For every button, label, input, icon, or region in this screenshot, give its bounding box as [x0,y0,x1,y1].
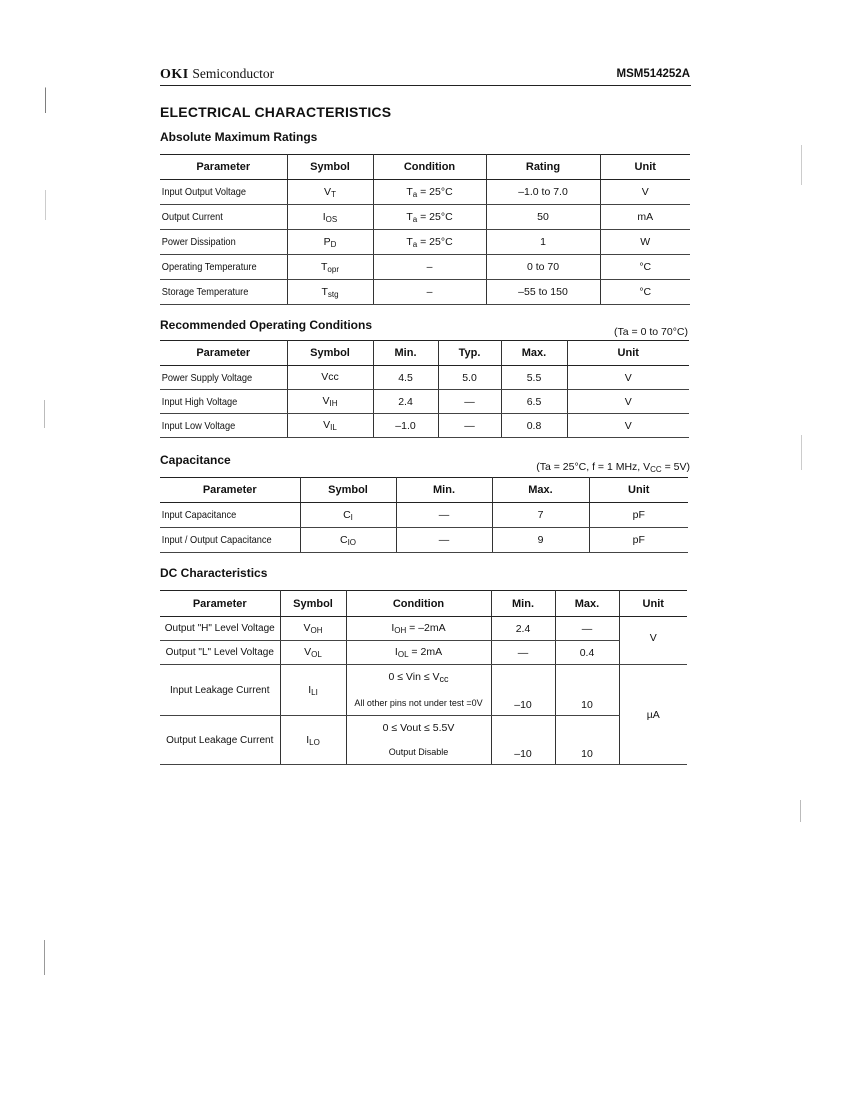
page-header-brand [160,66,274,83]
col-header-max: Max. [555,591,619,617]
parameter-cell: Power Dissipation [160,230,272,255]
section-heading-capacitance: Capacitance [160,453,231,467]
unit-cell: V [567,366,689,390]
table-row [160,230,690,255]
parameter-cell: Input / Output Capacitance [160,528,283,553]
section-heading-absolute-max: Absolute Maximum Ratings [160,130,318,144]
col-header-symbol: Symbol [280,591,346,617]
col-header-min: Min. [491,591,555,617]
typ-cell: — [438,414,501,438]
condition-cell: $T_a = 25^\circ C$ [373,180,486,205]
table-row [160,716,687,765]
col-header-symbol: Symbol [300,478,396,503]
col-header-unit: Unit [589,478,688,503]
max-cell: 0.4 [555,641,619,665]
symbol-cell: $V_{OL}$ [280,641,346,665]
col-header-symbol: Symbol [287,155,373,180]
brand-text: Semiconductor [192,66,275,81]
condition-cell: 0 ≤ Vout ≤ 5.5V Output Disable [346,716,491,765]
parameter-cell: Input Capacitance [160,503,283,528]
rating-cell: –1.0 to 7.0 [486,180,600,205]
table-row [160,528,688,553]
col-header-unit: Unit [600,155,690,180]
rating-cell: 1 [486,230,600,255]
scan-artifact [801,435,802,470]
col-header-min: Min. [396,478,492,503]
typ-cell: — [438,390,501,414]
section-heading-recommended: Recommended Operating Conditions [160,318,373,332]
min-cell: –10 [491,716,555,765]
rating-cell: 50 [486,205,600,230]
min-cell: — [491,641,555,665]
unit-cell: pF [589,503,688,528]
col-header-parameter: Parameter [160,341,287,366]
parameter-cell: Input Output Voltage [160,180,272,205]
col-header-parameter: Parameter [160,591,280,617]
page-title: ELECTRICAL CHARACTERISTICS [160,104,392,120]
parameter-cell: Output "L" Level Voltage [160,641,280,665]
oki-logo: OKI [160,67,189,82]
typ-cell: 5.0 [438,366,501,390]
col-header-condition: Condition [373,155,486,180]
dc-table [160,590,687,765]
parameter-cell: Output "H" Level Voltage [160,617,280,641]
symbol-cell: $V_{OH}$ [280,617,346,641]
condition-cell: – [373,280,486,305]
symbol-cell: $I_{OS}$ [287,205,373,230]
table-row [160,366,689,390]
min-cell: 4.5 [373,366,438,390]
condition-cell: $T_a = 25^\circ C$ [373,230,486,255]
scan-artifact [801,145,802,185]
unit-cell: °C [600,280,690,305]
unit-cell: V [567,414,689,438]
symbol-cell: $P_D$ [287,230,373,255]
unit-cell: mA [600,205,690,230]
recommended-condition-note: (Ta = 0 to 70°C) [614,326,688,338]
absolute-max-table [160,154,690,305]
col-header-condition: Condition [346,591,491,617]
parameter-cell: Output Leakage Current [160,716,280,765]
symbol-cell: $C_I$ [300,503,396,528]
min-cell: 2.4 [491,617,555,641]
max-cell: 0.8 [501,414,567,438]
table-row [160,414,689,438]
unit-cell: °C [600,255,690,280]
symbol-cell: $T_{stg}$ [287,280,373,305]
symbol-cell: $T_{opr}$ [287,255,373,280]
table-row [160,255,690,280]
symbol-cell: $C_{IO}$ [300,528,396,553]
scan-artifact [800,800,801,822]
condition-cell: – [373,255,486,280]
min-cell: –10 [491,665,555,716]
table-row [160,503,688,528]
parameter-cell: Input High Voltage [160,390,272,414]
col-header-max: Max. [492,478,589,503]
col-header-typ: Typ. [438,341,501,366]
symbol-cell: $V_{IL}$ [287,414,373,438]
capacitance-condition-note: (Ta = 25°C, f = 1 MHz, $V_{CC} = 5V$) [536,461,690,474]
recommended-table [160,340,689,438]
col-header-max: Max. [501,341,567,366]
unit-cell: pF [589,528,688,553]
min-cell: — [396,503,492,528]
table-row [160,665,687,716]
part-number: MSM514252A [616,68,690,80]
symbol-cell: $V_T$ [287,180,373,205]
rating-cell: –55 to 150 [486,280,600,305]
header-rule [160,85,691,86]
min-cell: 2.4 [373,390,438,414]
section-heading-dc: DC Characteristics [160,566,268,580]
max-cell: 9 [492,528,589,553]
max-cell: 6.5 [501,390,567,414]
parameter-cell: Output Current [160,205,272,230]
parameter-cell: Input Leakage Current [160,665,280,716]
parameter-cell: Operating Temperature [160,255,272,280]
min-cell: –1.0 [373,414,438,438]
symbol-cell: $I_{LI}$ [280,665,346,716]
table-row [160,280,690,305]
condition-cell: $I_{OL} = 2mA$ [346,641,491,665]
max-cell: 10 [555,716,619,765]
parameter-cell: Input Low Voltage [160,414,272,438]
unit-cell: V [567,390,689,414]
unit-cell-current: µA [619,665,687,765]
scan-artifact [45,88,46,113]
parameter-cell: Storage Temperature [160,280,272,305]
condition-cell: $I_{OH} = -2mA$ [346,617,491,641]
max-cell: 7 [492,503,589,528]
symbol-cell: $V_{IH}$ [287,390,373,414]
unit-cell-voltage: V [619,617,687,665]
symbol-cell: $I_{LO}$ [280,716,346,765]
capacitance-table [160,477,688,553]
parameter-cell: Power Supply Voltage [160,366,272,390]
max-cell: — [555,617,619,641]
condition-cell: $T_a = 25^\circ C$ [373,205,486,230]
scan-artifact [44,400,45,428]
col-header-min: Min. [373,341,438,366]
symbol-cell: Vcc [287,366,373,390]
rating-cell: 0 to 70 [486,255,600,280]
unit-cell: W [600,230,690,255]
max-cell: 10 [555,665,619,716]
min-cell: — [396,528,492,553]
col-header-unit: Unit [567,341,689,366]
condition-cell: 0 ≤ Vin ≤ $V_{cc}$ All other pins not under test =0V [346,665,491,716]
table-row [160,617,687,641]
table-row [160,390,689,414]
col-header-parameter: Parameter [160,155,287,180]
table-row [160,641,687,665]
col-header-parameter: Parameter [160,478,300,503]
scan-artifact [45,190,46,220]
scan-artifact [44,940,45,975]
col-header-symbol: Symbol [287,341,373,366]
table-row [160,180,690,205]
col-header-unit: Unit [619,591,687,617]
table-row [160,205,690,230]
col-header-rating: Rating [486,155,600,180]
max-cell: 5.5 [501,366,567,390]
unit-cell: V [600,180,690,205]
